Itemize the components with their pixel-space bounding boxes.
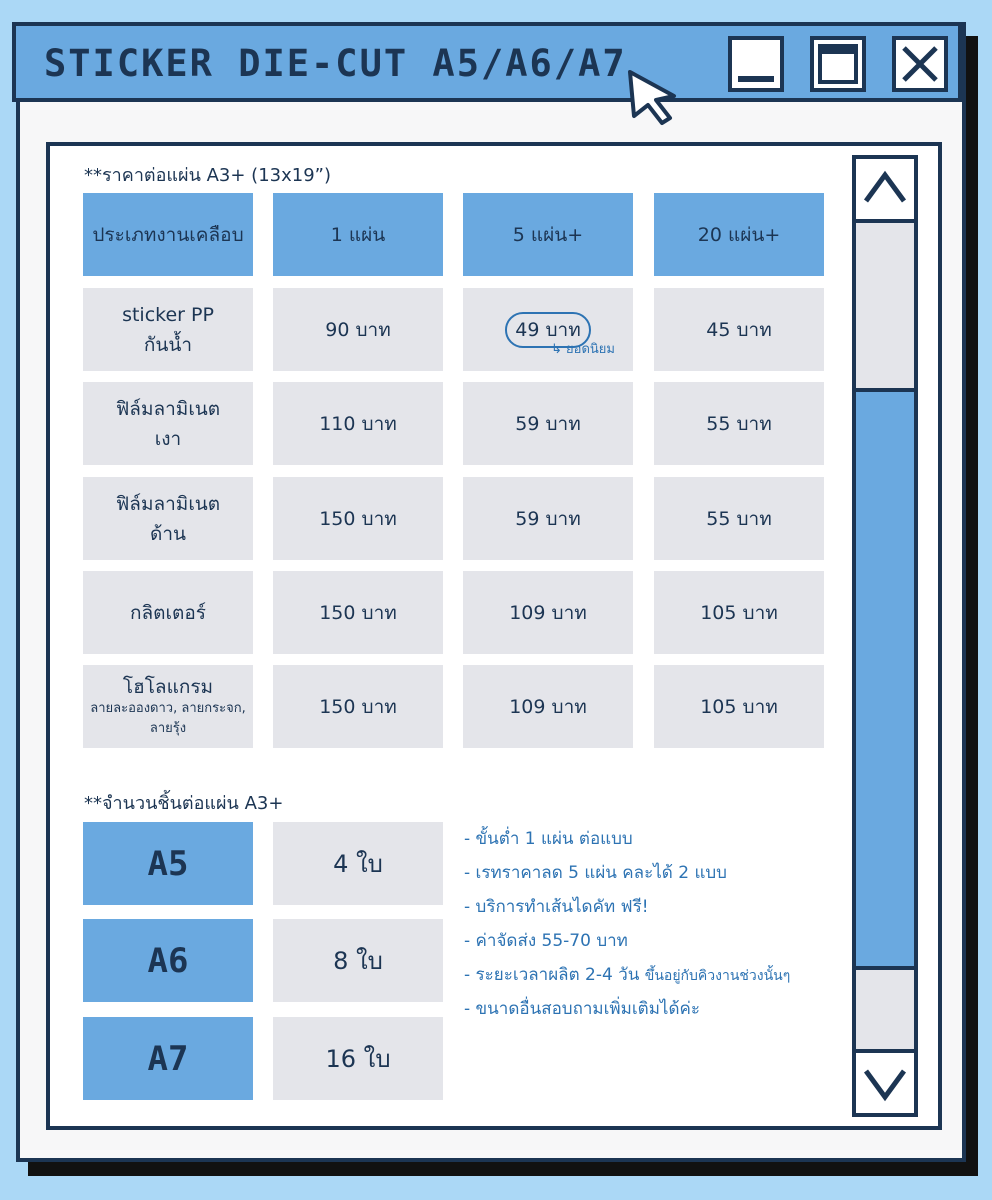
price-cell: 59 บาท xyxy=(463,382,633,465)
header-cell-20-sheets: 20 แผ่น+ xyxy=(654,193,824,276)
type-name: sticker PP xyxy=(122,303,214,326)
note-item: - ค่าจัดส่ง 55-70 บาท xyxy=(464,931,628,951)
title-bar xyxy=(12,22,962,102)
count-caption: **จำนวนชิ้นต่อแผ่น A3+ xyxy=(84,793,284,814)
price-cell: 110 บาท xyxy=(273,382,443,465)
note-item: - บริการทำเส้นไดคัท ฟรี! xyxy=(464,897,649,917)
maximize-button[interactable] xyxy=(810,36,866,92)
type-name-line2: กันน้ำ xyxy=(143,333,193,356)
price-cell: 55 บาท xyxy=(654,382,824,465)
row-type-cell xyxy=(83,288,253,371)
type-name-line2: เงา xyxy=(154,427,182,450)
size-label-a5: A5 xyxy=(83,822,253,905)
size-label-a6: A6 xyxy=(83,919,253,1002)
price-cell: 150 บาท xyxy=(273,665,443,748)
price-cell: 109 บาท xyxy=(463,665,633,748)
type-name: โฮโลแกรม xyxy=(122,675,214,698)
header-cell-1-sheet: 1 แผ่น xyxy=(273,193,443,276)
price-cell: 45 บาท xyxy=(654,288,824,371)
row-type-cell xyxy=(83,382,253,465)
close-icon xyxy=(896,40,944,88)
header-cell-type: ประเภทงานเคลือบ xyxy=(83,193,253,276)
row-type-cell xyxy=(83,665,253,748)
count-cell: 4 ใบ xyxy=(273,822,443,905)
type-name: ฟิล์มลามิเนต xyxy=(115,397,221,420)
type-subtitle: ลายละอองดาว, ลายกระจก, ลายรุ้ง xyxy=(90,700,246,736)
price-cell-highlighted xyxy=(463,288,633,371)
close-button[interactable] xyxy=(892,36,948,92)
note-text: - ระยะเวลาผลิต 2-4 วัน xyxy=(464,965,640,985)
scroll-down-button[interactable] xyxy=(852,1049,918,1117)
scroll-up-button[interactable] xyxy=(852,155,918,223)
price-caption: **ราคาต่อแผ่น A3+ (13x19”) xyxy=(84,165,331,186)
note-item xyxy=(464,962,790,996)
maximize-icon xyxy=(814,40,862,88)
row-type-cell xyxy=(83,477,253,560)
chevron-up-icon xyxy=(856,159,914,219)
mouse-pointer-icon xyxy=(626,68,686,128)
popular-price-badge: 49 บาท xyxy=(505,312,590,348)
price-cell: 105 บาท xyxy=(654,665,824,748)
price-cell: 55 บาท xyxy=(654,477,824,560)
price-cell: 105 บาท xyxy=(654,571,824,654)
price-cell: 109 บาท xyxy=(463,571,633,654)
price-cell: 150 บาท xyxy=(273,477,443,560)
count-cell: 8 ใบ xyxy=(273,919,443,1002)
price-cell: 59 บาท xyxy=(463,477,633,560)
note-aside: ขึ้นอยู่กับคิวงานช่วงนั้นๆ xyxy=(644,968,791,984)
chevron-down-icon xyxy=(856,1053,914,1113)
count-cell: 16 ใบ xyxy=(273,1017,443,1100)
popular-label: ↳ ยอดนิยม xyxy=(551,342,615,357)
price-cell: 150 บาท xyxy=(273,571,443,654)
note-item: - เรทราคาลด 5 แผ่น คละได้ 2 แบบ xyxy=(464,863,727,883)
size-label-a7: A7 xyxy=(83,1017,253,1100)
header-cell-5-sheets: 5 แผ่น+ xyxy=(463,193,633,276)
price-cell: 90 บาท xyxy=(273,288,443,371)
window-title: STICKER DIE-CUT A5/A6/A7 xyxy=(44,42,627,85)
row-type-cell: กลิตเตอร์ xyxy=(83,571,253,654)
note-item: - ขั้นต่ำ 1 แผ่น ต่อแบบ xyxy=(464,829,633,849)
minimize-icon xyxy=(732,40,780,88)
notes-list xyxy=(464,826,790,1030)
minimize-button[interactable] xyxy=(728,36,784,92)
type-name: ฟิล์มลามิเนต xyxy=(115,492,221,515)
type-name-line2: ด้าน xyxy=(150,522,186,545)
note-item: - ขนาดอื่นสอบถามเพิ่มเติมได้ค่ะ xyxy=(464,999,700,1019)
scrollbar-thumb[interactable] xyxy=(852,388,918,970)
